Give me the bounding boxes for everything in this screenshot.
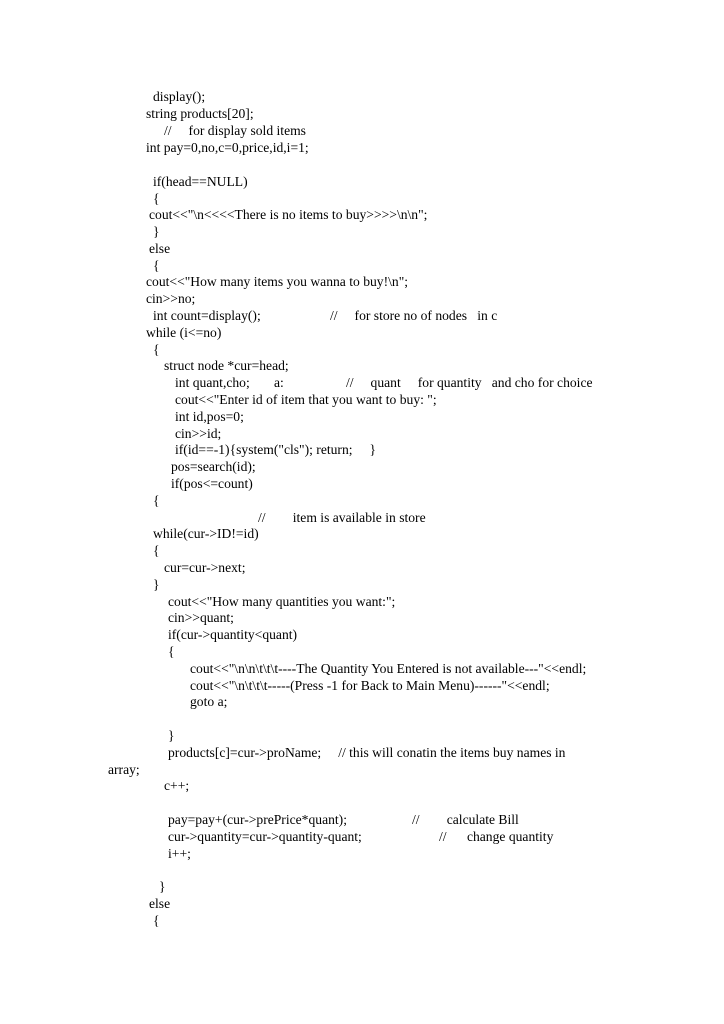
code-line: int quant,cho; bbox=[175, 375, 250, 390]
code-line: { bbox=[168, 644, 175, 659]
code-line: i++; bbox=[168, 846, 191, 861]
code-line: if(head==NULL) bbox=[153, 174, 248, 189]
code-comment: // item is available in store bbox=[258, 510, 426, 525]
code-comment: // calculate Bill bbox=[412, 812, 519, 827]
code-line: cout<<"\n<<<<There is no items to buy>>>>\n\n"; bbox=[149, 207, 428, 222]
code-line: else bbox=[149, 241, 171, 256]
code-line: cin>>quant; bbox=[168, 610, 234, 625]
code-line: cout<<"Enter id of item that you want to buy: "; bbox=[175, 392, 437, 407]
code-line: { bbox=[153, 342, 160, 357]
code-line: cin>>id; bbox=[175, 426, 222, 441]
code-line: { bbox=[153, 913, 160, 928]
code-line: goto a; bbox=[190, 694, 228, 709]
code-line: } bbox=[159, 879, 166, 894]
code-line: int id,pos=0; bbox=[175, 409, 244, 424]
code-line: { bbox=[153, 258, 160, 273]
code-line: pay=pay+(cur->prePrice*quant); bbox=[168, 812, 347, 827]
code-line: cin>>no; bbox=[146, 291, 196, 306]
code-line: cout<<"How many items you wanna to buy!\n"; bbox=[146, 274, 409, 289]
code-comment: // for store no of nodes in c bbox=[330, 308, 498, 323]
code-comment: // for display sold items bbox=[164, 123, 306, 138]
code-line: int pay=0,no,c=0,price,id,i=1; bbox=[146, 140, 309, 155]
code-line: struct node *cur=head; bbox=[164, 358, 289, 373]
code-line: cout<<"\n\t\t\t-----(Press -1 for Back to Main Menu)------"<<endl; bbox=[190, 678, 550, 693]
code-line: while(cur->ID!=id) bbox=[153, 526, 259, 541]
code-line: display(); bbox=[153, 89, 206, 104]
code-line: { bbox=[153, 191, 160, 206]
code-line: if(cur->quantity<quant) bbox=[168, 627, 298, 642]
code-comment: // change quantity bbox=[439, 829, 554, 844]
code-line: cout<<"\n\n\t\t\t----The Quantity You Entered is not available---"<<endl; bbox=[190, 661, 587, 676]
code-line: if(pos<=count) bbox=[171, 476, 253, 491]
code-line: cout<<"How many quantities you want:"; bbox=[168, 594, 396, 609]
code-line: if(id==-1){system("cls"); return; } bbox=[175, 442, 377, 457]
code-line: pos=search(id); bbox=[171, 459, 256, 474]
code-line: } bbox=[153, 577, 160, 592]
code-line: string products[20]; bbox=[146, 106, 254, 121]
code-line: cur=cur->next; bbox=[164, 560, 246, 575]
code-line: while (i<=no) bbox=[146, 325, 222, 340]
code-line: a: bbox=[274, 375, 284, 390]
code-line: c++; bbox=[164, 778, 190, 793]
code-line: { bbox=[153, 493, 160, 508]
code-line: array; bbox=[108, 762, 140, 777]
code-line: else bbox=[149, 896, 171, 911]
code-line: } bbox=[153, 224, 160, 239]
code-line: { bbox=[153, 543, 160, 558]
code-line: } bbox=[168, 728, 175, 743]
code-line: cur->quantity=cur->quantity-quant; bbox=[168, 829, 362, 844]
code-comment: // quant for quantity and cho for choice bbox=[346, 375, 593, 390]
code-line: int count=display(); bbox=[153, 308, 261, 323]
code-line: products[c]=cur->proName; // this will conatin the items buy names in bbox=[168, 745, 566, 760]
